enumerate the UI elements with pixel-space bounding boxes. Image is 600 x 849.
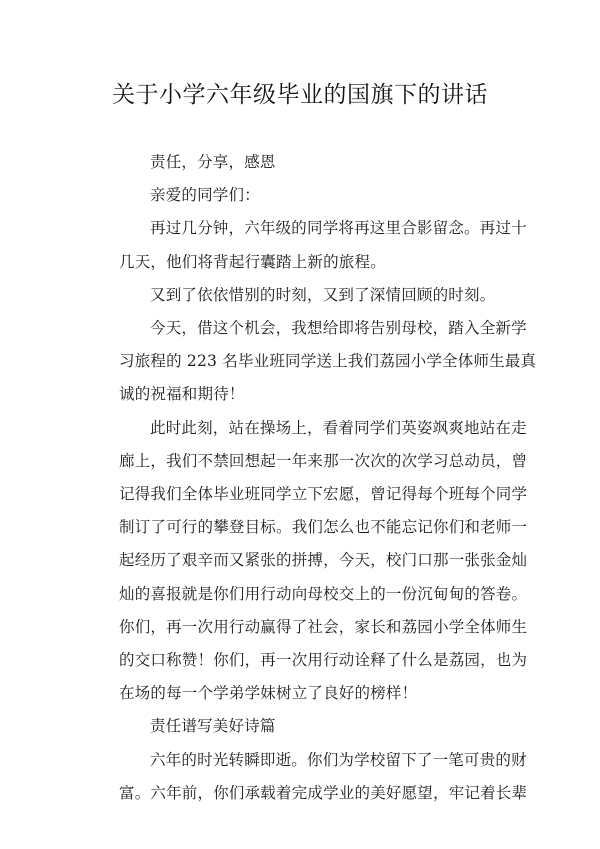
- text-line: 责任谱写美好诗篇: [150, 717, 276, 736]
- text-line: 诚的祝福和期待！: [119, 385, 245, 404]
- text-line: 你们，再一次用行动赢得了社会，家长和荔园小学全体师生: [119, 617, 528, 636]
- text-line: 亲爱的同学们：: [150, 186, 260, 205]
- document-body: [88, 146, 537, 810]
- text-line: 再过几分钟，六年级的同学将再这里合影留念。再过十: [150, 219, 527, 238]
- text-line: 又到了依依惜别的时刻，又到了深情回顾的时刻。: [150, 285, 496, 304]
- text-line: 今天，借这个机会，我想给即将告别母校，踏入全新学: [150, 319, 527, 338]
- text-line: 的交口称赞！你们，再一次用行动诠释了什么是荔园，也为: [119, 651, 528, 670]
- text-line: 习旅程的 223 名毕业班同学送上我们荔园小学全体师生最真: [119, 352, 537, 371]
- text-line: 制订了可行的攀登目标。我们怎么也不能忘记你们和老师一: [119, 518, 528, 537]
- text-line: 在场的每一个学弟学妹树立了良好的榜样！: [119, 684, 418, 703]
- paragraph-memories: [88, 412, 528, 711]
- text-line: 廊上，我们不禁回想起一年来那一次次的次学习总动员，曾: [119, 451, 528, 470]
- text-line: 记得我们全体毕业班同学立下宏愿，曾记得每个班每个同学: [119, 485, 528, 504]
- text-line: 此时此刻，站在操场上，看着同学们英姿飒爽地站在走: [150, 418, 527, 437]
- paragraph-section-heading: [88, 710, 518, 743]
- paragraph-six-years: [88, 744, 528, 810]
- text-line: 责任，分享，感恩: [150, 153, 276, 171]
- paragraph-photo: [88, 212, 527, 278]
- paragraph-theme: [88, 146, 518, 179]
- text-line: 灿的喜报就是你们用行动向母校交上的一份沉甸甸的答卷。: [119, 584, 528, 603]
- text-line: 几天，他们将背起行囊踏上新的旅程。: [119, 252, 386, 271]
- text-line: 富。六年前，你们承载着完成学业的美好愿望，牢记着长辈: [119, 783, 528, 802]
- paragraph-farewell: [88, 279, 518, 312]
- text-line: 六年的时光转瞬即逝。你们为学校留下了一笔可贵的财: [150, 750, 527, 769]
- document-title: 关于小学六年级毕业的国旗下的讲话: [112, 82, 488, 108]
- paragraph-greeting: [88, 179, 518, 212]
- paragraph-wishes: [88, 312, 537, 412]
- text-line: 起经历了艰辛而又紧张的拼搏，今天，校门口那一张张金灿: [119, 551, 528, 570]
